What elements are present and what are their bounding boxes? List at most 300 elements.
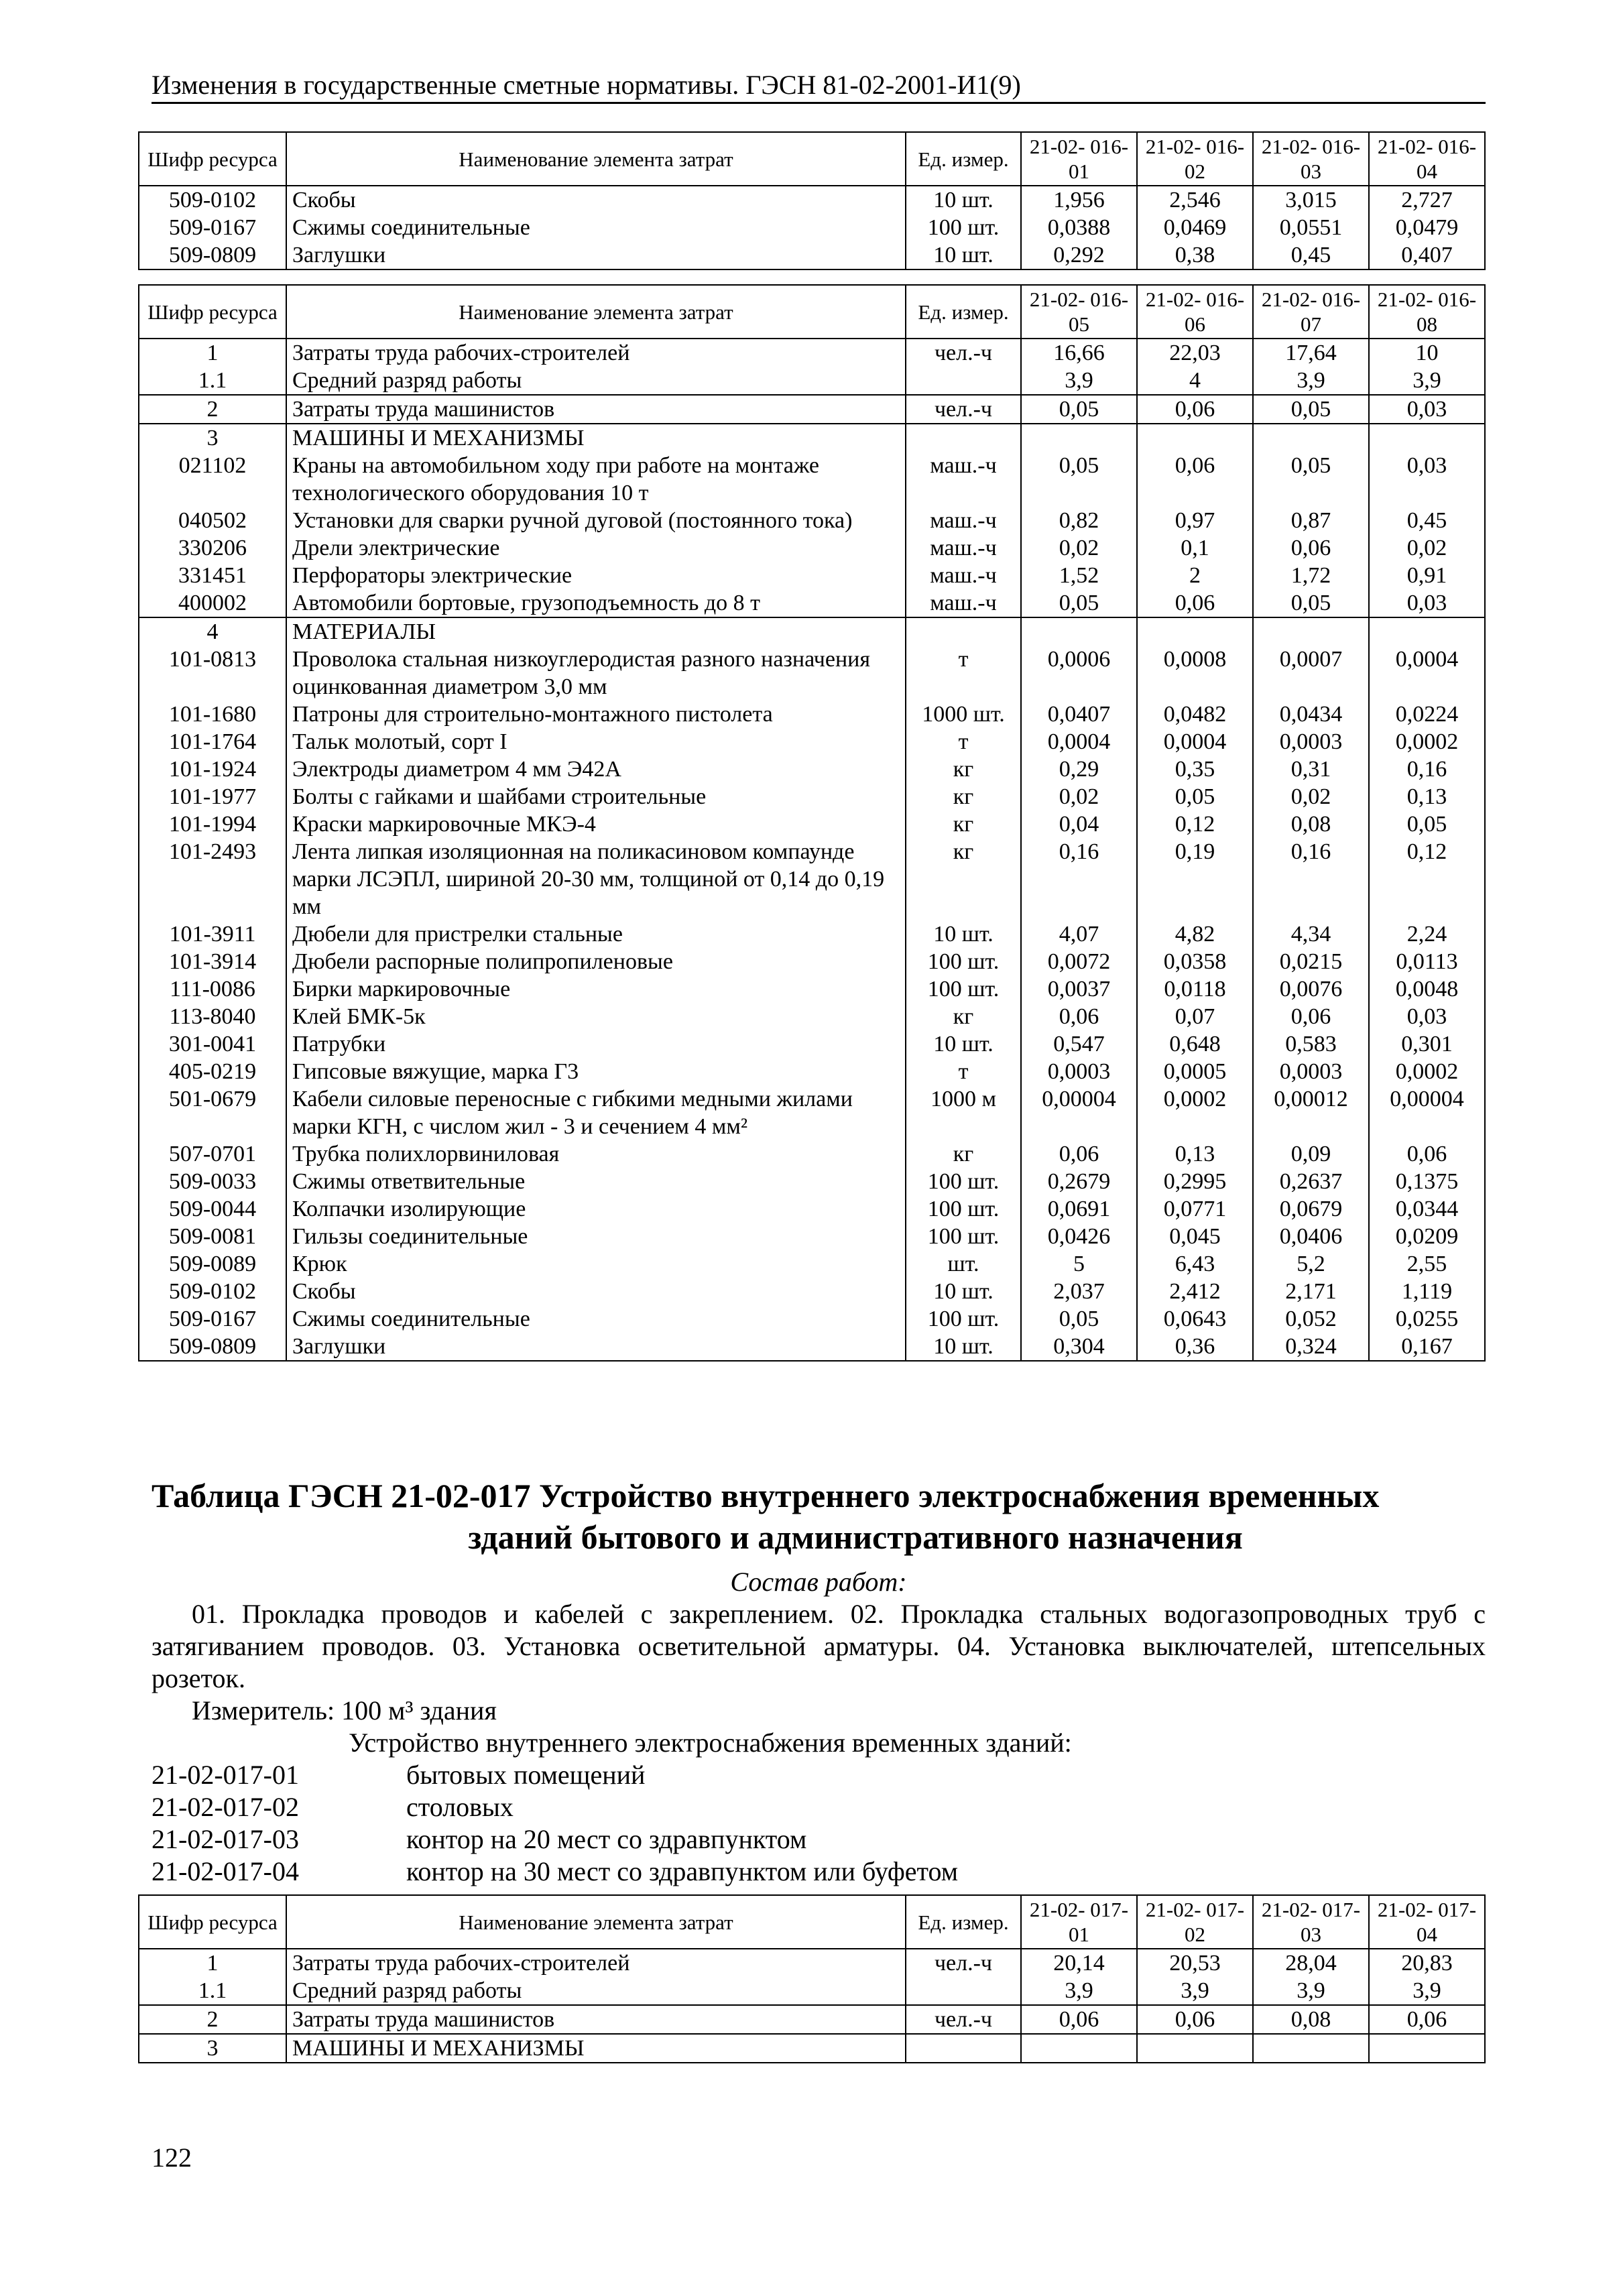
norm-value: 0,0004 bbox=[1369, 646, 1485, 701]
table-row bbox=[139, 507, 1485, 534]
norm-value: 0,31 bbox=[1253, 756, 1369, 783]
resource-unit: 10 шт. bbox=[906, 241, 1021, 269]
norm-value: 2,037 bbox=[1021, 1278, 1137, 1305]
norm-value: 2,727 bbox=[1369, 186, 1485, 214]
resource-code: 3 bbox=[139, 424, 286, 452]
norm-value: 3,015 bbox=[1253, 186, 1369, 214]
norm-value: 0,12 bbox=[1369, 838, 1485, 920]
norm-value: 0,05 bbox=[1137, 783, 1253, 810]
resource-code: 509-0809 bbox=[139, 241, 286, 269]
norm-value: 0,583 bbox=[1253, 1030, 1369, 1058]
resource-table-b bbox=[138, 284, 1486, 1362]
norm-value bbox=[1369, 617, 1485, 646]
resource-code: 509-0102 bbox=[139, 186, 286, 214]
resource-name: Гильзы соединительные bbox=[286, 1223, 906, 1250]
section-title-line-1: Таблица ГЭСН 21-02-017 Устройство внутреннего электроснабжения временных bbox=[152, 1477, 1380, 1514]
variant-item bbox=[152, 1791, 1486, 1823]
norm-value: 0,00004 bbox=[1021, 1085, 1137, 1140]
table-row bbox=[139, 2034, 1485, 2063]
header-col-1: 21-02- 016-01 bbox=[1021, 132, 1137, 186]
norm-value: 0,0643 bbox=[1137, 1305, 1253, 1333]
resource-name: Затраты труда машинистов bbox=[286, 2005, 906, 2034]
norm-value: 0,05 bbox=[1253, 452, 1369, 507]
table-row bbox=[139, 424, 1485, 452]
table-row bbox=[139, 186, 1485, 214]
norm-value: 16,66 bbox=[1021, 339, 1137, 367]
resource-unit: чел.-ч bbox=[906, 2005, 1021, 2034]
header-code: Шифр ресурса bbox=[139, 132, 286, 186]
resource-name: Средний разряд работы bbox=[286, 1977, 906, 2005]
resource-name: Дюбели для пристрелки стальные bbox=[286, 920, 906, 948]
norm-value: 0,0479 bbox=[1369, 214, 1485, 241]
header-col-1: 21-02- 016-05 bbox=[1021, 285, 1137, 339]
table-row bbox=[139, 783, 1485, 810]
resource-code: 405-0219 bbox=[139, 1058, 286, 1085]
section-title-line-2: зданий бытового и административного назначения bbox=[468, 1518, 1243, 1556]
table-row bbox=[139, 756, 1485, 783]
norm-value: 0,05 bbox=[1021, 1305, 1137, 1333]
resource-code: 101-3911 bbox=[139, 920, 286, 948]
norm-value: 0,1375 bbox=[1369, 1168, 1485, 1195]
header-code: Шифр ресурса bbox=[139, 1895, 286, 1949]
resource-code: 3 bbox=[139, 2034, 286, 2063]
resource-code: 1 bbox=[139, 339, 286, 367]
resource-code: 331451 bbox=[139, 562, 286, 589]
norm-value bbox=[1253, 2034, 1369, 2063]
norm-value: 0,0007 bbox=[1253, 646, 1369, 701]
composition-text bbox=[152, 1598, 1486, 1695]
resource-name: Сжимы соединительные bbox=[286, 214, 906, 241]
table-row bbox=[139, 214, 1485, 241]
table-row bbox=[139, 1949, 1485, 1977]
norm-value: 0,09 bbox=[1253, 1140, 1369, 1168]
norm-value: 0,0426 bbox=[1021, 1223, 1137, 1250]
resource-code: 4 bbox=[139, 617, 286, 646]
table-row bbox=[139, 1977, 1485, 2005]
norm-value: 0,06 bbox=[1137, 589, 1253, 617]
resource-code: 021102 bbox=[139, 452, 286, 507]
norm-value bbox=[1021, 424, 1137, 452]
variant-list bbox=[152, 1759, 1486, 1888]
resource-name: Затраты труда рабочих-строителей bbox=[286, 339, 906, 367]
norm-value: 3,9 bbox=[1369, 367, 1485, 395]
resource-name: Бирки маркировочные bbox=[286, 975, 906, 1003]
norm-value: 0,0003 bbox=[1021, 1058, 1137, 1085]
variant-code: 21-02-017-03 bbox=[152, 1824, 299, 1854]
table-row bbox=[139, 1195, 1485, 1223]
resource-name: Колпачки изолирующие bbox=[286, 1195, 906, 1223]
norm-value: 0,0005 bbox=[1137, 1058, 1253, 1085]
resource-name: Проволока стальная низкоуглеродистая разного назначения оцинкованная диаметром 3,0 мм bbox=[286, 646, 906, 701]
norm-value: 0,0008 bbox=[1137, 646, 1253, 701]
norm-value: 0,0004 bbox=[1021, 728, 1137, 756]
resource-unit: маш.-ч bbox=[906, 507, 1021, 534]
resource-unit: т bbox=[906, 646, 1021, 701]
norm-value: 0,06 bbox=[1253, 1003, 1369, 1030]
norm-value: 3,9 bbox=[1021, 367, 1137, 395]
resource-name: Кабели силовые переносные с гибкими медными жилами марки КГН, с числом жил - 3 и сечением 4 мм² bbox=[286, 1085, 906, 1140]
resource-name: Затраты труда рабочих-строителей bbox=[286, 1949, 906, 1977]
resource-name: Сжимы ответвительные bbox=[286, 1168, 906, 1195]
norm-value: 0,0482 bbox=[1137, 701, 1253, 728]
norm-value: 6,43 bbox=[1137, 1250, 1253, 1278]
norm-value: 0,38 bbox=[1137, 241, 1253, 269]
norm-value: 0,13 bbox=[1369, 783, 1485, 810]
resource-code: 101-1924 bbox=[139, 756, 286, 783]
resource-unit: кг bbox=[906, 810, 1021, 838]
norm-value: 0,03 bbox=[1369, 1003, 1485, 1030]
norm-value: 20,53 bbox=[1137, 1949, 1253, 1977]
norm-value: 0,0434 bbox=[1253, 701, 1369, 728]
resource-name: Патроны для строительно-монтажного пистолета bbox=[286, 701, 906, 728]
norm-value: 0,0003 bbox=[1253, 1058, 1369, 1085]
norm-value: 0,16 bbox=[1021, 838, 1137, 920]
resource-name: Трубка полихлорвиниловая bbox=[286, 1140, 906, 1168]
resource-code: 101-1977 bbox=[139, 783, 286, 810]
resource-code: 509-0102 bbox=[139, 1278, 286, 1305]
norm-value: 0,0551 bbox=[1253, 214, 1369, 241]
page-number: 122 bbox=[152, 2142, 192, 2173]
norm-value: 1,52 bbox=[1021, 562, 1137, 589]
composition-paragraph: 01. Прокладка проводов и кабелей с закреплением. 02. Прокладка стальных водогазопроводных труб с затягиванием проводов. 03. Установка осветительной арматуры. 04. Установка выключателей, штепсельных розеток. bbox=[152, 1599, 1486, 1693]
norm-value: 0,05 bbox=[1369, 810, 1485, 838]
norm-value: 20,83 bbox=[1369, 1949, 1485, 1977]
resource-code: 101-0813 bbox=[139, 646, 286, 701]
resource-code: 509-0089 bbox=[139, 1250, 286, 1278]
resource-unit: чел.-ч bbox=[906, 339, 1021, 367]
resource-unit: т bbox=[906, 1058, 1021, 1085]
resource-code: 509-0167 bbox=[139, 214, 286, 241]
norm-value bbox=[1369, 424, 1485, 452]
table-row bbox=[139, 395, 1485, 424]
resource-unit: 100 шт. bbox=[906, 1168, 1021, 1195]
table-row bbox=[139, 646, 1485, 701]
table-row bbox=[139, 701, 1485, 728]
resource-code: 509-0044 bbox=[139, 1195, 286, 1223]
resource-name: Болты с гайками и шайбами строительные bbox=[286, 783, 906, 810]
header-col-3: 21-02- 017-03 bbox=[1253, 1895, 1369, 1949]
norm-value: 0,0679 bbox=[1253, 1195, 1369, 1223]
resource-unit: кг bbox=[906, 1003, 1021, 1030]
resource-unit: маш.-ч bbox=[906, 452, 1021, 507]
table-row bbox=[139, 1085, 1485, 1140]
norm-value: 0,0344 bbox=[1369, 1195, 1485, 1223]
norm-value: 22,03 bbox=[1137, 339, 1253, 367]
norm-value: 0,45 bbox=[1369, 507, 1485, 534]
resource-unit: 100 шт. bbox=[906, 1195, 1021, 1223]
header-col-4: 21-02- 017-04 bbox=[1369, 1895, 1485, 1949]
resource-code: 101-1764 bbox=[139, 728, 286, 756]
norm-value: 0,08 bbox=[1253, 810, 1369, 838]
norm-value: 1,119 bbox=[1369, 1278, 1485, 1305]
table-row bbox=[139, 1058, 1485, 1085]
norm-value: 0,0407 bbox=[1021, 701, 1137, 728]
norm-value: 0,06 bbox=[1253, 534, 1369, 562]
header-rule bbox=[152, 102, 1486, 104]
norm-value: 0,0002 bbox=[1369, 1058, 1485, 1085]
table-row bbox=[139, 452, 1485, 507]
norm-value: 0,06 bbox=[1021, 2005, 1137, 2034]
table-row bbox=[139, 920, 1485, 948]
resource-code: 101-1994 bbox=[139, 810, 286, 838]
resource-unit: 100 шт. bbox=[906, 214, 1021, 241]
norm-value: 0,0255 bbox=[1369, 1305, 1485, 1333]
header-unit: Ед. измер. bbox=[906, 285, 1021, 339]
norm-value bbox=[1137, 2034, 1253, 2063]
variant-item bbox=[152, 1856, 1486, 1888]
norm-value: 4 bbox=[1137, 367, 1253, 395]
header-col-3: 21-02- 016-03 bbox=[1253, 132, 1369, 186]
resource-name: Средний разряд работы bbox=[286, 367, 906, 395]
composition-title: Состав работ: bbox=[730, 1567, 907, 1597]
norm-value: 5,2 bbox=[1253, 1250, 1369, 1278]
resource-unit: чел.-ч bbox=[906, 395, 1021, 424]
norm-value: 0,02 bbox=[1369, 534, 1485, 562]
resource-name: Скобы bbox=[286, 186, 906, 214]
resource-code: 330206 bbox=[139, 534, 286, 562]
norm-value: 0,0076 bbox=[1253, 975, 1369, 1003]
resource-code: 113-8040 bbox=[139, 1003, 286, 1030]
resource-unit: чел.-ч bbox=[906, 1949, 1021, 1977]
norm-value: 0,0004 bbox=[1137, 728, 1253, 756]
norm-value: 0,0224 bbox=[1369, 701, 1485, 728]
norm-value: 0,0358 bbox=[1137, 948, 1253, 975]
resource-unit bbox=[906, 1977, 1021, 2005]
norm-value: 0,05 bbox=[1253, 589, 1369, 617]
table-row bbox=[139, 1250, 1485, 1278]
norm-value: 0,547 bbox=[1021, 1030, 1137, 1058]
norm-value: 0,0771 bbox=[1137, 1195, 1253, 1223]
resource-name: Клей БМК-5к bbox=[286, 1003, 906, 1030]
norm-value: 2,412 bbox=[1137, 1278, 1253, 1305]
norm-value: 0,167 bbox=[1369, 1333, 1485, 1361]
norm-value: 0,0002 bbox=[1137, 1085, 1253, 1140]
resource-name: Скобы bbox=[286, 1278, 906, 1305]
resource-unit: кг bbox=[906, 783, 1021, 810]
norm-value: 0,13 bbox=[1137, 1140, 1253, 1168]
norm-value: 4,82 bbox=[1137, 920, 1253, 948]
header-unit: Ед. измер. bbox=[906, 1895, 1021, 1949]
norm-value: 0,45 bbox=[1253, 241, 1369, 269]
resource-unit: шт. bbox=[906, 1250, 1021, 1278]
norm-value: 0,05 bbox=[1253, 395, 1369, 424]
norm-value: 0,0072 bbox=[1021, 948, 1137, 975]
table-row bbox=[139, 1168, 1485, 1195]
norm-value: 0,2995 bbox=[1137, 1168, 1253, 1195]
resource-code: 101-3914 bbox=[139, 948, 286, 975]
resource-name: Лента липкая изоляционная на поликасиновом компаунде марки ЛСЭПЛ, шириной 20-30 мм, толщиной от 0,14 до 0,19 мм bbox=[286, 838, 906, 920]
resource-name: Автомобили бортовые, грузоподъемность до 8 т bbox=[286, 589, 906, 617]
norm-value: 0,07 bbox=[1137, 1003, 1253, 1030]
resource-unit: 10 шт. bbox=[906, 186, 1021, 214]
norm-value: 0,648 bbox=[1137, 1030, 1253, 1058]
norm-value: 10 bbox=[1369, 339, 1485, 367]
variant-item bbox=[152, 1823, 1486, 1856]
resource-code: 1.1 bbox=[139, 1977, 286, 2005]
norm-value: 3,9 bbox=[1369, 1977, 1485, 2005]
resource-unit: 100 шт. bbox=[906, 1223, 1021, 1250]
header-name: Наименование элемента затрат bbox=[286, 285, 906, 339]
norm-value: 0,87 bbox=[1253, 507, 1369, 534]
norm-value: 2,55 bbox=[1369, 1250, 1485, 1278]
norm-value: 1,956 bbox=[1021, 186, 1137, 214]
header-col-3: 21-02- 016-07 bbox=[1253, 285, 1369, 339]
resource-unit bbox=[906, 424, 1021, 452]
table-row bbox=[139, 728, 1485, 756]
norm-value: 0,06 bbox=[1137, 2005, 1253, 2034]
resource-code: 1.1 bbox=[139, 367, 286, 395]
norm-value: 0,0209 bbox=[1369, 1223, 1485, 1250]
norm-value: 5 bbox=[1021, 1250, 1137, 1278]
norm-value: 0,00012 bbox=[1253, 1085, 1369, 1140]
table-row bbox=[139, 1333, 1485, 1361]
norm-value: 0,045 bbox=[1137, 1223, 1253, 1250]
resource-unit: 10 шт. bbox=[906, 1333, 1021, 1361]
norm-value: 3,9 bbox=[1253, 1977, 1369, 2005]
norm-value: 0,324 bbox=[1253, 1333, 1369, 1361]
table-row bbox=[139, 1305, 1485, 1333]
norm-value: 1,72 bbox=[1253, 562, 1369, 589]
resource-code: 111-0086 bbox=[139, 975, 286, 1003]
norm-value: 2,171 bbox=[1253, 1278, 1369, 1305]
resource-name: Перфораторы электрические bbox=[286, 562, 906, 589]
norm-value: 0,0003 bbox=[1253, 728, 1369, 756]
resource-code: 400002 bbox=[139, 589, 286, 617]
norm-value: 2,546 bbox=[1137, 186, 1253, 214]
norm-value: 0,00004 bbox=[1369, 1085, 1485, 1140]
table-row bbox=[139, 975, 1485, 1003]
resource-name: Краны на автомобильном ходу при работе на монтаже технологического оборудования 10 т bbox=[286, 452, 906, 507]
table-row bbox=[139, 948, 1485, 975]
resource-code: 101-1680 bbox=[139, 701, 286, 728]
table-row bbox=[139, 1003, 1485, 1030]
resource-unit: маш.-ч bbox=[906, 589, 1021, 617]
variant-code: 21-02-017-04 bbox=[152, 1856, 299, 1886]
resource-name: Электроды диаметром 4 мм Э42А bbox=[286, 756, 906, 783]
norm-value: 0,08 bbox=[1253, 2005, 1369, 2034]
resource-name: МАТЕРИАЛЫ bbox=[286, 617, 906, 646]
norm-value: 0,02 bbox=[1021, 783, 1137, 810]
norm-value: 2,24 bbox=[1369, 920, 1485, 948]
norm-value: 20,14 bbox=[1021, 1949, 1137, 1977]
resource-code: 507-0701 bbox=[139, 1140, 286, 1168]
resource-code: 1 bbox=[139, 1949, 286, 1977]
resource-code: 301-0041 bbox=[139, 1030, 286, 1058]
norm-value: 0,06 bbox=[1137, 452, 1253, 507]
resource-code: 101-2493 bbox=[139, 838, 286, 920]
table-row bbox=[139, 617, 1485, 646]
header-col-4: 21-02- 016-08 bbox=[1369, 285, 1485, 339]
norm-value bbox=[1137, 424, 1253, 452]
resource-unit: 10 шт. bbox=[906, 920, 1021, 948]
table-row bbox=[139, 534, 1485, 562]
norm-value: 0,05 bbox=[1021, 589, 1137, 617]
resource-unit: 100 шт. bbox=[906, 948, 1021, 975]
norm-value: 0,0037 bbox=[1021, 975, 1137, 1003]
norm-value: 0,2679 bbox=[1021, 1168, 1137, 1195]
table-header-row bbox=[139, 132, 1485, 186]
norm-value: 0,91 bbox=[1369, 562, 1485, 589]
norm-value: 0,301 bbox=[1369, 1030, 1485, 1058]
norm-value: 0,16 bbox=[1253, 838, 1369, 920]
resource-unit bbox=[906, 2034, 1021, 2063]
norm-value: 0,0048 bbox=[1369, 975, 1485, 1003]
resource-code: 509-0809 bbox=[139, 1333, 286, 1361]
norm-value: 0,06 bbox=[1369, 1140, 1485, 1168]
resource-name: Дюбели распорные полипропиленовые bbox=[286, 948, 906, 975]
norm-value: 0,82 bbox=[1021, 507, 1137, 534]
table-row bbox=[139, 2005, 1485, 2034]
norm-value: 2 bbox=[1137, 562, 1253, 589]
norm-value: 0,16 bbox=[1369, 756, 1485, 783]
resource-unit: маш.-ч bbox=[906, 562, 1021, 589]
norm-value bbox=[1137, 617, 1253, 646]
resource-name: МАШИНЫ И МЕХАНИЗМЫ bbox=[286, 2034, 906, 2063]
norm-value: 0,06 bbox=[1137, 395, 1253, 424]
norm-value: 0,0691 bbox=[1021, 1195, 1137, 1223]
norm-value: 0,0118 bbox=[1137, 975, 1253, 1003]
table-row bbox=[139, 1140, 1485, 1168]
resource-table-a bbox=[138, 131, 1486, 270]
table-row bbox=[139, 589, 1485, 617]
norm-value: 0,97 bbox=[1137, 507, 1253, 534]
norm-value: 28,04 bbox=[1253, 1949, 1369, 1977]
table-row bbox=[139, 367, 1485, 395]
norm-value: 0,02 bbox=[1021, 534, 1137, 562]
norm-value: 0,29 bbox=[1021, 756, 1137, 783]
norm-value: 0,2637 bbox=[1253, 1168, 1369, 1195]
resource-unit: 10 шт. bbox=[906, 1278, 1021, 1305]
resource-code: 509-0081 bbox=[139, 1223, 286, 1250]
norm-value: 0,03 bbox=[1369, 452, 1485, 507]
norm-value: 0,304 bbox=[1021, 1333, 1137, 1361]
resource-unit: кг bbox=[906, 838, 1021, 920]
resource-unit: маш.-ч bbox=[906, 534, 1021, 562]
header-col-2: 21-02- 017-02 bbox=[1137, 1895, 1253, 1949]
resource-code: 509-0167 bbox=[139, 1305, 286, 1333]
resource-name: Гипсовые вяжущие, марка Г3 bbox=[286, 1058, 906, 1085]
resource-name: Краски маркировочные МКЭ-4 bbox=[286, 810, 906, 838]
resource-unit: т bbox=[906, 728, 1021, 756]
norm-value: 4,34 bbox=[1253, 920, 1369, 948]
variant-text: контор на 30 мест со здравпунктом или буфетом bbox=[406, 1856, 959, 1886]
section-title bbox=[152, 1475, 1486, 1558]
norm-value: 0,03 bbox=[1369, 589, 1485, 617]
resource-name: МАШИНЫ И МЕХАНИЗМЫ bbox=[286, 424, 906, 452]
resource-unit: кг bbox=[906, 1140, 1021, 1168]
norm-value bbox=[1021, 2034, 1137, 2063]
resource-unit: 100 шт. bbox=[906, 975, 1021, 1003]
header-col-2: 21-02- 016-06 bbox=[1137, 285, 1253, 339]
table-row bbox=[139, 339, 1485, 367]
resource-name: Крюк bbox=[286, 1250, 906, 1278]
norm-value: 0,02 bbox=[1253, 783, 1369, 810]
resource-unit: 1000 м bbox=[906, 1085, 1021, 1140]
norm-value: 3,9 bbox=[1021, 1977, 1137, 2005]
variant-code: 21-02-017-01 bbox=[152, 1760, 299, 1790]
resource-name: Заглушки bbox=[286, 1333, 906, 1361]
variant-text: контор на 20 мест со здравпунктом bbox=[406, 1824, 807, 1854]
variant-text: бытовых помещений bbox=[406, 1760, 646, 1790]
norm-value: 0,0388 bbox=[1021, 214, 1137, 241]
running-header: Изменения в государственные сметные нормативы. ГЭСН 81-02-2001-И1(9) bbox=[152, 70, 1021, 100]
norm-value: 0,0215 bbox=[1253, 948, 1369, 975]
table-row bbox=[139, 241, 1485, 269]
norm-value: 0,407 bbox=[1369, 241, 1485, 269]
norm-value: 0,0469 bbox=[1137, 214, 1253, 241]
resource-name: Патрубки bbox=[286, 1030, 906, 1058]
norm-value: 0,1 bbox=[1137, 534, 1253, 562]
